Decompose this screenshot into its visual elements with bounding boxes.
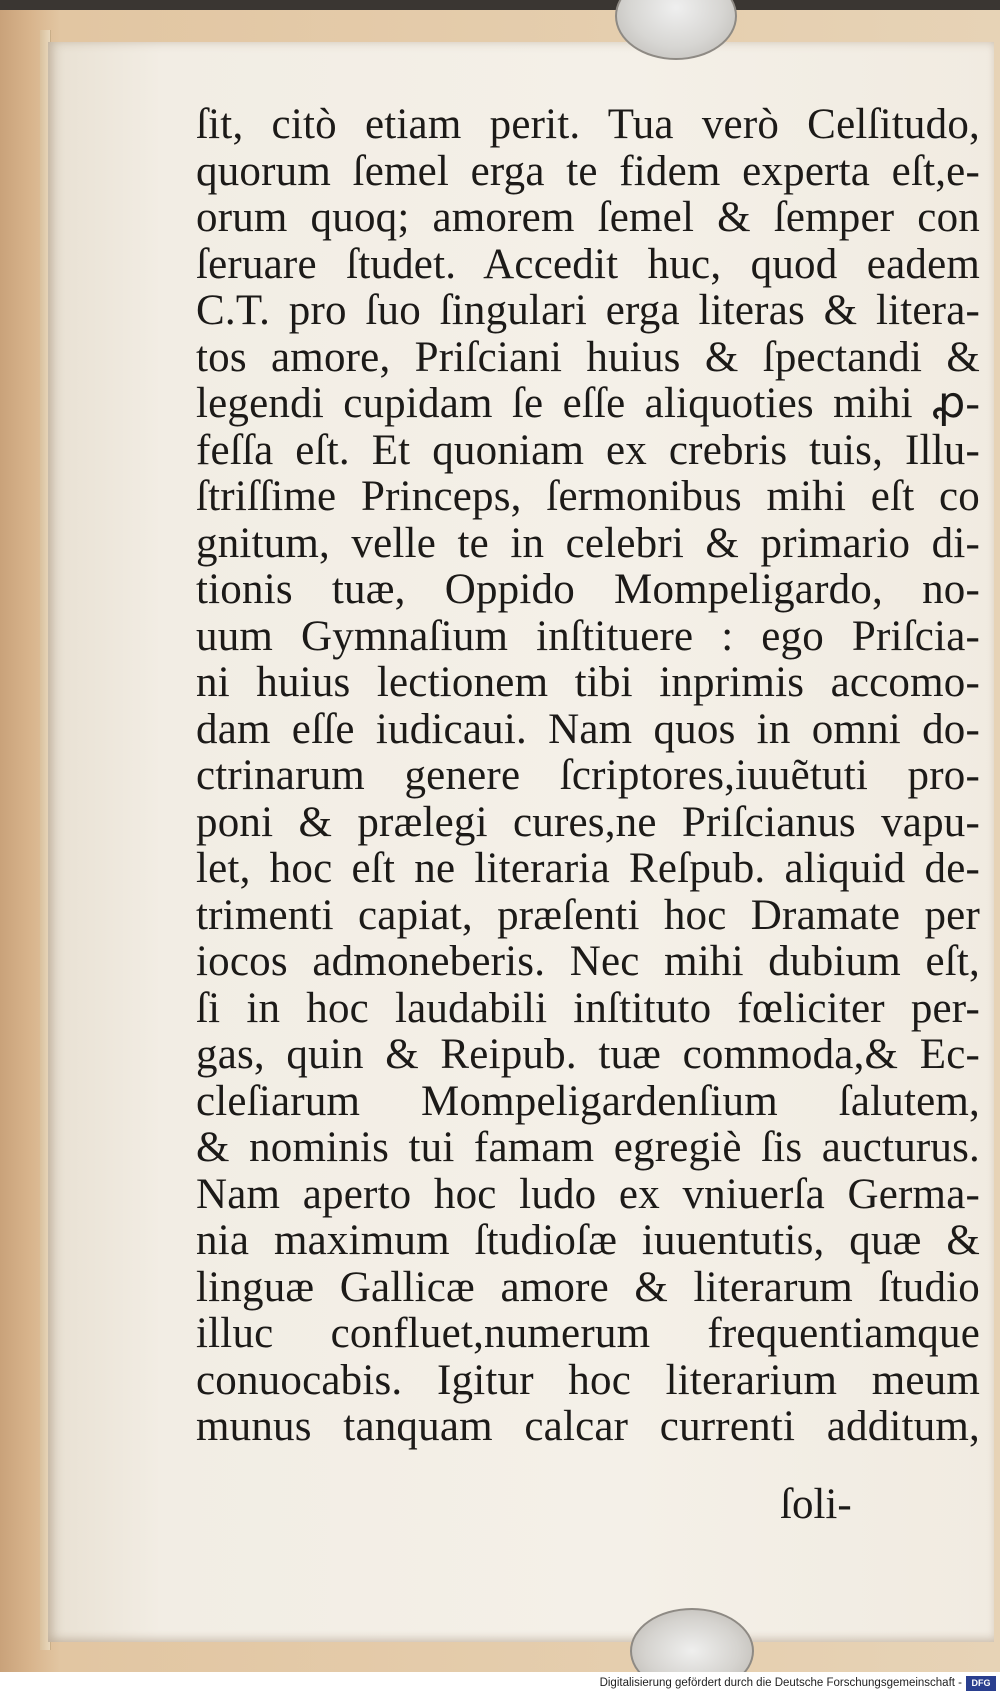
text-line: ſeruare ſtudet. Accedit huc, quod eadem: [196, 240, 980, 288]
text-line: poni & prælegi cures,ne Priſcianus vapu-: [196, 798, 980, 846]
text-line: ſi in hoc laudabili inſtituto fœliciter per-: [196, 984, 980, 1032]
text-line: cleſiarum Mompeligardenſium ſalutem,: [196, 1077, 980, 1125]
funding-credit: Digitalisierung gefördert durch die Deutsche Forschungsgemeinschaft -: [599, 1677, 962, 1689]
text-line: nia maximum ſtudioſæ iuuentutis, quæ &: [196, 1217, 980, 1264]
text-line: uum Gymnaſium inſtituere : ego Priſcia-: [196, 612, 980, 660]
text-line: linguæ Gallicæ amore & literarum ſtudio: [196, 1263, 980, 1311]
text-line: C.T. pro ſuo ſingulari erga literas & litera-: [196, 287, 980, 334]
scan-top-edge: [0, 0, 1000, 10]
dfg-logo: DFG: [966, 1676, 996, 1691]
catchword: ſoli-: [780, 1481, 852, 1528]
text-line: gnitum, velle te in celebri & primario di-: [196, 519, 980, 567]
text-line: ſtriſſime Princeps, ſermonibus mihi eſt co: [196, 473, 980, 520]
text-line: iocos admoneberis. Nec mihi dubium eſt,: [196, 938, 980, 985]
text-line: quorum ſemel erga te fidem experta eſt,e-: [196, 147, 980, 195]
footer-bar: [0, 1672, 1000, 1697]
text-line: illuc confluet,numerum frequentiamque: [196, 1310, 980, 1357]
text-line: dam eſſe iudicaui. Nam quos in omni do-: [196, 705, 980, 753]
text-line: orum quoq; amorem ſemel & ſemper con: [196, 194, 980, 241]
text-line: gas, quin & Reipub. tuæ commoda,& Ec-: [196, 1031, 980, 1078]
text-line: munus tanquam calcar currenti additum,: [196, 1403, 980, 1450]
text-line: tionis tuæ, Oppido Mompeligardo, no-: [196, 566, 980, 613]
text-line: tos amore, Priſciani huius & ſpectandi &: [196, 333, 980, 381]
text-line: let, hoc eſt ne literaria Reſpub. aliquid de-: [196, 845, 980, 892]
text-line: & nominis tui famam egregiè ſis aucturus.: [196, 1124, 980, 1171]
text-line: feſſa eſt. Et quoniam ex crebris tuis, Illu-: [196, 426, 980, 474]
text-line: trimenti capiat, præſenti hoc Dramate per: [196, 891, 980, 939]
text-line: conuocabis. Igitur hoc literarium meum: [196, 1356, 980, 1404]
text-line: ſit, citò etiam perit. Tua verò Celſitudo,: [196, 101, 980, 148]
text-line: Nam aperto hoc ludo ex vniuerſa Germa-: [196, 1170, 980, 1218]
text-line: ni huius lectionem tibi inprimis accomo-: [196, 659, 980, 706]
text-line: legendi cupidam ſe eſſe aliquoties mihi ꝓ-: [196, 380, 980, 427]
page-text-block: [196, 102, 980, 1451]
text-line: ctrinarum genere ſcriptores,iuuẽtuti pro-: [196, 752, 980, 799]
